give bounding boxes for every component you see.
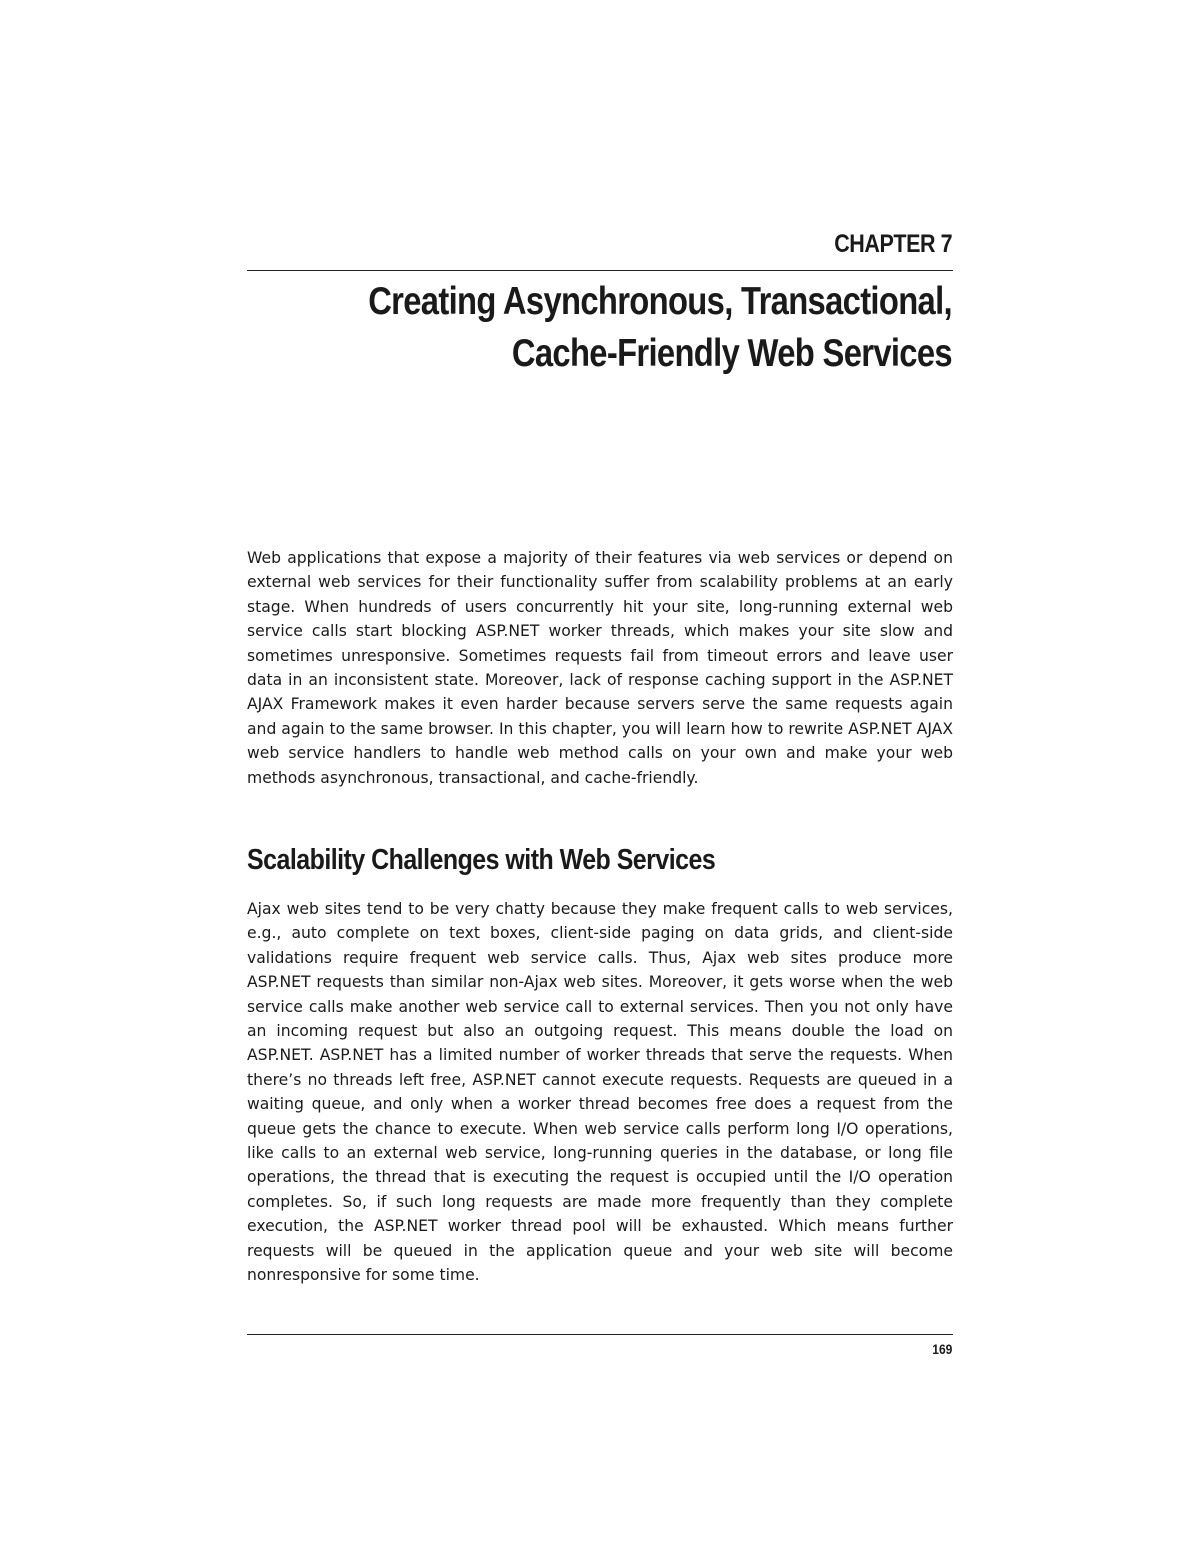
header-rule xyxy=(247,270,953,271)
chapter-title-line-2: Cache-Friendly Web Services xyxy=(511,332,952,375)
section-heading: Scalability Challenges with Web Services xyxy=(247,844,716,876)
chapter-title xyxy=(368,276,952,380)
page-number: 169 xyxy=(931,1341,952,1357)
section-paragraph: Ajax web sites tend to be very chatty because they make frequent calls to web services, e.g., auto complete on text boxes, client-side paging on data grids, and client-side validations require frequent web service calls. Thus, Ajax web sites produce more ASP.NET requests than similar non-Ajax web sites. Moreover, it gets worse when the web service calls make another web service call to external services. Then you not only have an incoming request but also an outgoing request. This means double the load on ASP.NET. ASP.NET has a limited number of worker threads that serve the requests. When there’s no threads left free, ASP.NET cannot execute requests. Requests are queued in a waiting queue, and only when a worker thread becomes free does a request from the queue gets the chance to execute. When web service calls perform long I/O operations, like calls to an external web service, long-running queries in the database, or long file operations, the thread that is executing the request is occupied until the I/O operation completes. So, if such long requests are made more frequently than they complete execution, the ASP.NET worker thread pool will be exhausted. Which means further requests will be queued in the application queue and your web site will become nonresponsive for some time. xyxy=(247,900,953,1285)
chapter-label: CHAPTER 7 xyxy=(834,230,952,258)
intro-paragraph: Web applications that expose a majority of their features via web services or depend on external web services for their functionality suffer from scalability problems at an early stage. When hundreds of users concurrently hit your site, long-running external web service calls start blocking ASP.NET worker threads, which makes your site slow and sometimes unresponsive. Sometimes requests fail from timeout errors and leave user data in an inconsistent state. Moreover, lack of response caching support in the ASP.NET AJAX Framework makes it even harder because servers serve the same requests again and again to the same browser. In this chapter, you will learn how to rewrite ASP.NET AJAX web service handlers to handle web method calls on your own and make your web methods asynchronous, transactional, and cache-friendly. xyxy=(247,549,953,787)
footer-rule xyxy=(247,1334,953,1335)
chapter-title-line-1: Creating Asynchronous, Transactional, xyxy=(368,280,952,323)
